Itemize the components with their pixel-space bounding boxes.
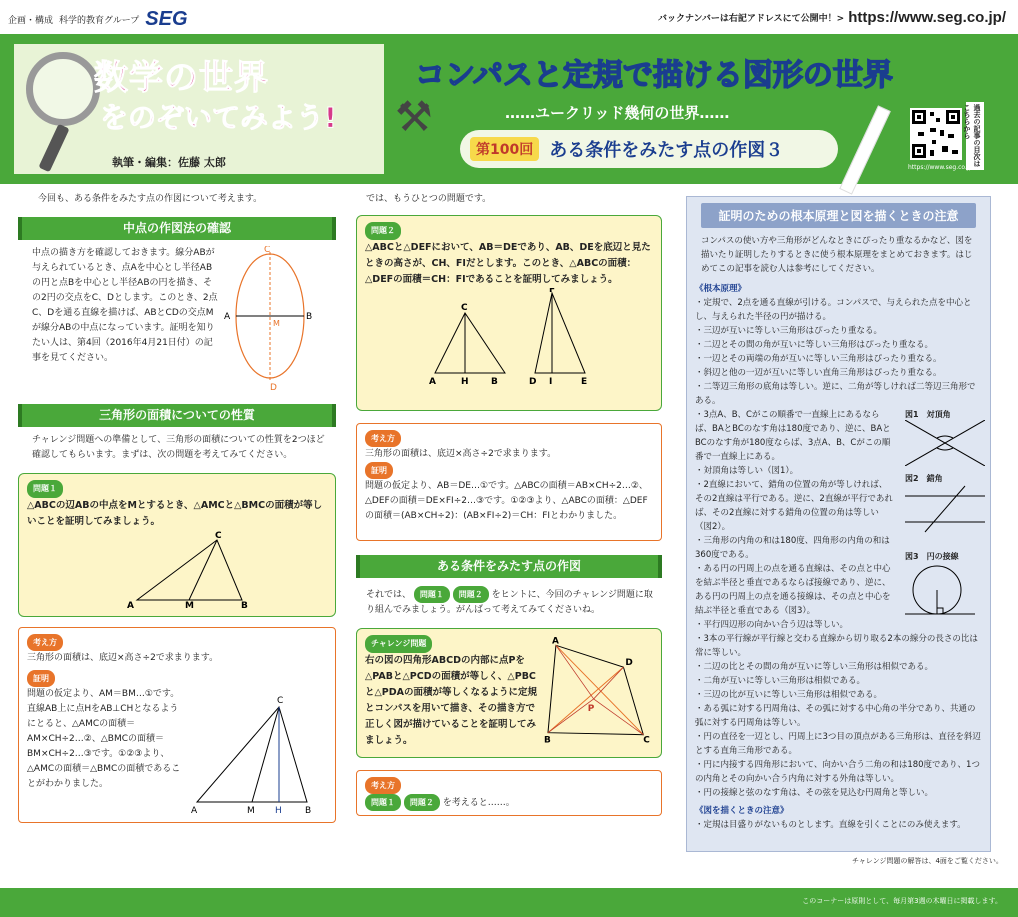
proof-text: 問題の仮定より、AM＝BM…①です。直線AB上に点HをAB⊥CHとなるようにとると、△AMCの面積＝AM×CH÷2…②、△BMCの面積＝BM×CH÷2…③です。①②③より、△AMCの面積＝△BMCの面積であることがわかりました。 bbox=[27, 689, 181, 789]
episode-title: ある条件をみたす点の作図３ bbox=[549, 140, 784, 161]
svg-text:D: D bbox=[529, 377, 537, 387]
proof-tag: 証明 bbox=[27, 670, 55, 687]
svg-text:P: P bbox=[587, 703, 595, 714]
svg-text:C: C bbox=[461, 303, 468, 313]
section-midpoint-title: 中点の作図法の確認 bbox=[18, 217, 336, 240]
hint2-text: 三角形の面積は、底辺×高さ÷2で求まります。 bbox=[365, 449, 557, 459]
magnifier-handle-icon bbox=[38, 124, 69, 173]
alternate-angle-figure bbox=[905, 484, 985, 534]
proof2-tag: 証明 bbox=[365, 462, 393, 479]
tangent-figure bbox=[905, 562, 975, 622]
principle-item: ・ある弧に対する円周角は、その弧に対する中心角の半分であり、共通の弧に対する円周角は等しい。 bbox=[695, 704, 976, 728]
midpoint-figure bbox=[218, 246, 328, 396]
compass-icon: ⚒ bbox=[395, 92, 433, 141]
svg-text:M: M bbox=[273, 319, 280, 328]
notes-text: ・定規は目盛りがないものとします。直線を引くことにのみ使えます。 bbox=[695, 820, 966, 830]
principle-item: ・二辺の比とその間の角が互いに等しい三角形は相似である。 bbox=[695, 662, 934, 672]
principles-intro: コンパスの使い方や三角形がどんなときにぴったり重なるかなど、図を描いたり証明したりするときに使う根本原理をまとめておきます。はじめてこの記事を読む人は参考にしてください。 bbox=[701, 236, 973, 274]
subtitle: ……ユークリッド幾何の世界…… bbox=[505, 104, 730, 122]
principle-item: ・斜辺と他の一辺が互いに等しい直角三角形はぴったり重なる。 bbox=[695, 368, 942, 378]
problem-2-solution bbox=[356, 423, 662, 541]
principle-item: ・二角が互いに等しい三角形は相似である。 bbox=[695, 676, 866, 686]
section-point-title: ある条件をみたす点の作図 bbox=[356, 555, 662, 578]
svg-text:M: M bbox=[247, 806, 255, 816]
svg-text:C: C bbox=[643, 735, 650, 745]
principle-item: ・三角形の内角の和は180度、四角形の内角の和は360度である。 bbox=[695, 536, 890, 560]
backnumber bbox=[658, 9, 1006, 26]
figure-3-caption: 図3 円の接線 bbox=[905, 552, 959, 561]
magnifier-icon bbox=[26, 52, 100, 126]
principle-item: ・3点A、B、Cがこの順番で一直線上にあるならば、BAとBCのなす角は180度であり、逆に、BAとBCのなす角が180度ならば、3点A、B、Cがこの順番で一直線上にある。 bbox=[695, 410, 891, 462]
svg-text:A: A bbox=[429, 377, 436, 387]
footer-note: このコーナーは原則として、毎月第3週の木曜日に掲載します。 bbox=[802, 897, 1002, 905]
proof2-text: 問題の仮定より、AB＝DE…①です。△ABCの面積＝AB×CH÷2…②、△DEFの面積＝DE×FI÷2…③です。①②③より、△ABCの面積：△DEFの面積＝(AB×CH÷2)：(AB×FI÷2)＝CH：FIとわかりました。 bbox=[365, 481, 648, 521]
principle-item: ・二辺とその間の角が互いに等しい三角形はぴったり重なる。 bbox=[695, 340, 934, 350]
principle-item: ・円の接線と弦のなす角は、その弦を見込む円周角と等しい。 bbox=[695, 788, 934, 798]
svg-text:C: C bbox=[277, 696, 284, 706]
principle-item: ・一辺とその両端の角が互いに等しい三角形はぴったり重なる。 bbox=[695, 354, 942, 364]
hint-problem-1-tag: 問題１ bbox=[365, 794, 401, 811]
svg-text:B: B bbox=[491, 377, 498, 387]
hint-text: 三角形の面積は、底辺×高さ÷2で求まります。 bbox=[27, 653, 219, 663]
problem-1-box bbox=[18, 473, 336, 617]
series-title-2: をのぞいてみよう! bbox=[100, 101, 337, 134]
challenge-hint-tag: 考え方 bbox=[365, 777, 401, 794]
backnumber-label: バックナンバーは右記アドレスにて公開中！> bbox=[658, 14, 845, 24]
section-area-title: 三角形の面積についての性質 bbox=[18, 404, 336, 427]
section-midpoint-body: 中点の描き方を確認しておきます。線分ABが与えられているとき、点Aを中心とし半径ABの円と点Bを中心とし半径ABの円を描き、その2円の交点をC、Dとします。このとき、2点C、Dを通る直線を描けば、ABとCDの交点Mが線分ABの中点になっています。証明を知りたい人は、第4回（2016年4月21日付）の記事を見てください。 bbox=[32, 248, 218, 363]
challenge-box bbox=[356, 628, 662, 758]
principle-item: ・3本の平行線が平行線と交わる直線から切り取る2本の線分の長さの比は常に等しい。 bbox=[695, 634, 978, 658]
hint-problem-2-tag: 問題２ bbox=[404, 794, 440, 811]
svg-text:I: I bbox=[549, 377, 553, 387]
principle-item: ・平行四辺形の向かい合う辺は等しい。 bbox=[695, 620, 849, 630]
col1-intro: 今回も、ある条件をみたす点の作図について考えます。 bbox=[38, 194, 263, 204]
column-2 bbox=[356, 192, 662, 816]
qr-code-icon[interactable] bbox=[910, 108, 962, 160]
publisher bbox=[8, 8, 188, 31]
svg-text:A: A bbox=[127, 601, 134, 610]
banner bbox=[0, 34, 1018, 184]
figure-3 bbox=[905, 551, 985, 625]
section-area-body: チャレンジ問題への準備として、三角形の面積についての性質を2つほど確認してもらいます。まずは、次の問題を考えてみてください。 bbox=[32, 435, 325, 460]
figure-1-caption: 図1 対頂角 bbox=[905, 410, 951, 419]
vertical-angle-figure bbox=[905, 420, 985, 466]
hint-tag: 考え方 bbox=[27, 634, 63, 651]
svg-text:D: D bbox=[625, 658, 633, 669]
svg-text:E: E bbox=[581, 377, 588, 387]
challenge-text: 右の図の四角形ABCDの内部に点Pを△PABと△PCDの面積が等しく、△PBCと△PDAの面積が等しくなるように定規とコンパスを用いて描き、その描き方で正しく図が描けていることを証明してみましょう。 bbox=[365, 655, 538, 746]
episode-number: 第100回 bbox=[470, 137, 539, 161]
principles-list bbox=[687, 296, 990, 800]
problem-1-figure bbox=[117, 530, 257, 610]
principle-item: ・対頂角は等しい（図1）。 bbox=[695, 466, 799, 476]
qr-note: 過去の記事の目次はこちらから bbox=[966, 102, 984, 170]
ruler-icon bbox=[839, 105, 891, 194]
main-title: コンパスと定規で描ける図形の世界 bbox=[415, 58, 893, 93]
problem-1-text: △ABCの辺ABの中点をMとするとき、△AMCと△BMCの面積が等しいことを証明してみましょう。 bbox=[27, 500, 323, 527]
principle-item: ・円に内接する四角形において、向かい合う二角の和は180度であり、1つの内角とその向かい合う内角に対する外角は等しい。 bbox=[695, 760, 980, 784]
qr-url: https://www.seg.co.jp/ bbox=[908, 164, 975, 171]
problem-2-tag: 問題２ bbox=[365, 222, 401, 240]
svg-text:H: H bbox=[461, 377, 469, 387]
figure-1 bbox=[905, 409, 985, 469]
principle-item: ・二等辺三角形の底角は等しい。逆に、二角が等しければ二等辺三角形である。 bbox=[695, 382, 976, 406]
svg-text:B: B bbox=[543, 735, 551, 745]
svg-text:A: A bbox=[224, 312, 231, 322]
svg-text:C: C bbox=[264, 246, 271, 255]
series-title: 数学の世界 bbox=[94, 58, 269, 98]
ref-problem-2-tag: 問題２ bbox=[453, 586, 489, 603]
problem-1-tag: 問題１ bbox=[27, 480, 63, 498]
figure-2 bbox=[905, 473, 985, 537]
challenge-hint bbox=[356, 770, 662, 816]
svg-text:B: B bbox=[241, 601, 248, 610]
svg-text:B: B bbox=[306, 312, 313, 322]
principles-title: 証明のための根本原理と図を描くときの注意 bbox=[701, 203, 976, 228]
svg-text:C: C bbox=[215, 531, 222, 541]
svg-text:F: F bbox=[549, 288, 556, 295]
seg-logo: SEG bbox=[145, 8, 188, 30]
challenge-tag: チャレンジ問題 bbox=[365, 635, 432, 653]
top-bar bbox=[0, 0, 1018, 34]
author: 執筆・編集：佐藤 太郎 bbox=[112, 156, 226, 169]
episode-box bbox=[460, 130, 838, 168]
svg-text:M: M bbox=[185, 601, 194, 610]
section-point-body-a: それでは、 bbox=[366, 590, 412, 600]
principle-item: ・ある円の円周上の点を通る直線は、その点と中心を結ぶ半径と垂直であるならば接線であり、逆に、ある円の円周上の点を通る接線は、その点と中心を結ぶ半径と垂直である（図3）。 bbox=[695, 564, 891, 616]
principle-item: ・三辺の比が互いに等しい三角形は相似である。 bbox=[695, 690, 883, 700]
section-point-body bbox=[356, 578, 662, 618]
problem-1-solution bbox=[18, 627, 336, 823]
group-label: 科学的教育グループ bbox=[59, 16, 140, 26]
svg-text:A: A bbox=[551, 636, 559, 647]
figure-2-caption: 図2 錯角 bbox=[905, 474, 943, 483]
principles-head: 《根本原理》 bbox=[695, 284, 747, 294]
problem-2-box bbox=[356, 215, 662, 411]
column-1 bbox=[18, 192, 336, 823]
col2-intro: では、もうひとつの問題です。 bbox=[366, 194, 492, 204]
answer-caption: チャレンジ問題の解答は、4面をご覧ください。 bbox=[852, 857, 1003, 865]
principle-item: ・2直線において、錯角の位置の角が等しければ、その2直線は平行である。逆に、2直線が平行であれば、その2直線に対する錯角の位置の角は等しい（図2）。 bbox=[695, 480, 893, 532]
challenge-hint-text: を考えると……。 bbox=[442, 798, 515, 808]
principle-item: ・三辺が互いに等しい三角形はぴったり重なる。 bbox=[695, 326, 883, 336]
ref-problem-1-tag: 問題１ bbox=[414, 586, 450, 603]
principle-item: ・円の直径を一辺とし、円周上に3つ目の頂点がある三角形は、直径を斜辺とする直角三角形である。 bbox=[695, 732, 981, 756]
problem-2-figure bbox=[425, 288, 625, 388]
svg-text:B: B bbox=[305, 806, 312, 816]
problem-2-text: △ABCと△DEFにおいて、AB＝DEであり、AB、DEを底辺と見たときの高さが、CH、FIだとします。このとき、△ABCの面積：△DEFの面積＝CH：FIであることを証明してみましょう。 bbox=[365, 242, 651, 285]
notes-head: 《図を描くときの注意》 bbox=[695, 806, 789, 816]
planner-label: 企画・構成 bbox=[8, 16, 54, 26]
challenge-figure bbox=[544, 635, 653, 745]
series-panel bbox=[14, 44, 384, 174]
principles-panel bbox=[686, 196, 991, 852]
svg-text:H: H bbox=[275, 806, 282, 816]
svg-text:A: A bbox=[191, 806, 198, 816]
hint2-tag: 考え方 bbox=[365, 430, 401, 447]
svg-text:D: D bbox=[270, 383, 277, 393]
proof-1-figure bbox=[187, 687, 317, 817]
section-point-body-b: をヒントに、今回のチャレンジ問題に取り組んでみましょう。がんばって考えてみてくださいね。 bbox=[366, 590, 653, 615]
site-url[interactable]: https://www.seg.co.jp/ bbox=[848, 9, 1006, 26]
principle-item: ・定規で、2点を通る直線が引ける。コンパスで、与えられた点を中心とし、与えられた半径の円が描ける。 bbox=[695, 298, 972, 322]
